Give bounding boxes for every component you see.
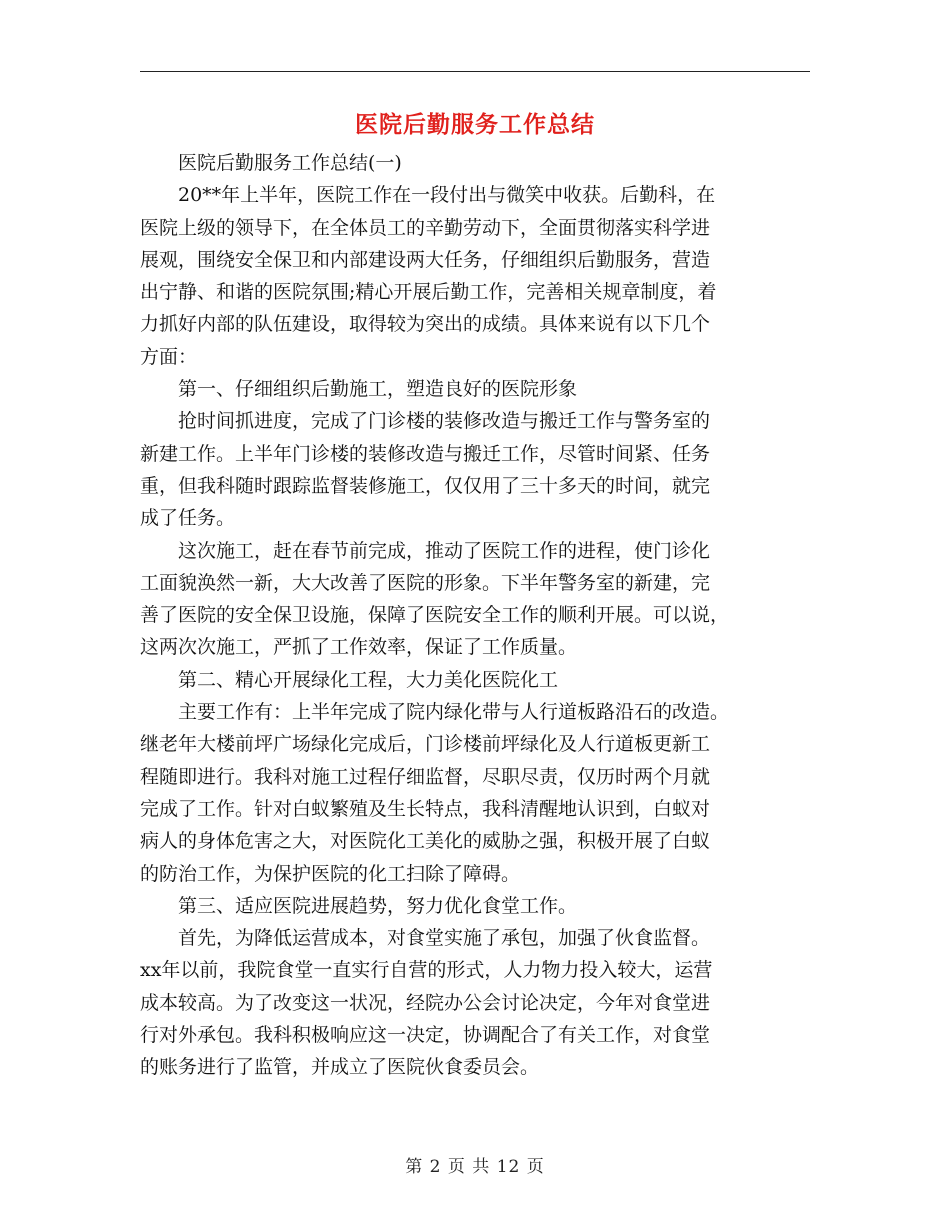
text-line: 首先，为降低运营成本，对食堂实施了承包，加强了伙食监督。 — [178, 927, 711, 950]
text-line: 展观，围绕安全保卫和内部建设两大任务，仔细组织后勤服务，营造 — [140, 248, 711, 271]
text-line: 的账务进行了监管，并成立了医院伙食委员会。 — [140, 1056, 540, 1079]
paragraph-section-2 — [140, 696, 810, 890]
section-heading-1 — [140, 373, 810, 405]
text-line: 善了医院的安全保卫设施，保障了医院安全工作的顺利开展。可以说， — [140, 604, 730, 627]
page-number-footer: 第 2 页 共 12 页 — [405, 1157, 545, 1177]
paragraph-section-1b — [140, 535, 810, 664]
text-line: 第三、适应医院进展趋势，努力优化食堂工作。 — [178, 894, 578, 917]
text-line: 第一、仔细组织后勤施工，塑造良好的医院形象 — [178, 378, 578, 401]
text-line: 力抓好内部的队伍建设，取得较为突出的成绩。具体来说有以下几个 — [140, 313, 711, 336]
text-line: 出宁静、和谐的医院氛围;精心开展后勤工作，完善相关规章制度，着 — [140, 281, 717, 304]
paragraph-subtitle — [140, 147, 810, 179]
text-line: 成本较高。为了改变这一状况，经院办公会讨论决定，今年对食堂进 — [140, 991, 711, 1014]
text-line: 医院后勤服务工作总结(一) — [178, 152, 402, 174]
text-line: 的防治工作，为保护医院的化工扫除了障碍。 — [140, 862, 521, 885]
text-line: 病人的身体危害之大，对医院化工美化的威胁之强，积极开展了白蚁 — [140, 830, 711, 853]
text-line: 20**年上半年，医院工作在一段付出与微笑中收获。后勤科，在 — [178, 184, 716, 207]
text-line: 成了任务。 — [140, 507, 236, 530]
section-heading-2 — [140, 664, 810, 696]
text-line: 这次施工，赶在春节前完成，推动了医院工作的进程，使门诊化 — [178, 539, 711, 562]
text-line: 继老年大楼前坪广场绿化完成后，门诊楼前坪绿化及人行道板更新工 — [140, 733, 711, 756]
header-rule — [140, 71, 810, 72]
text-line: 新建工作。上半年门诊楼的装修改造与搬迁工作，尽管时间紧、任务 — [140, 442, 711, 465]
text-line: 程随即进行。我科对施工过程仔细监督，尽职尽责，仅历时两个月就 — [140, 765, 711, 788]
text-line: 重，但我科随时跟踪监督装修施工，仅仅用了三十多天的时间，就完 — [140, 474, 711, 497]
paragraph-section-1a — [140, 405, 810, 534]
document-body — [140, 147, 810, 1084]
text-line: 完成了工作。针对白蚁繁殖及生长特点，我科清醒地认识到，白蚁对 — [140, 797, 711, 820]
text-line: xx年以前，我院食堂一直实行自营的形式，人力物力投入较大，运营 — [140, 959, 713, 982]
paragraph-section-3 — [140, 922, 810, 1083]
text-line: 行对外承包。我科积极响应这一决定，协调配合了有关工作，对食堂 — [140, 1024, 711, 1047]
paragraph-intro — [140, 179, 810, 373]
section-heading-3 — [140, 890, 810, 922]
text-line: 主要工作有：上半年完成了院内绿化带与人行道板路沿石的改造。 — [178, 701, 730, 724]
text-line: 方面： — [140, 345, 198, 368]
text-line: 医院上级的领导下，在全体员工的辛勤劳动下，全面贯彻落实科学进 — [140, 216, 711, 239]
text-line: 这两次次施工，严抓了工作效率，保证了工作质量。 — [140, 636, 578, 659]
text-line: 抢时间抓进度，完成了门诊楼的装修改造与搬迁工作与警务室的 — [178, 410, 711, 433]
text-line: 第二、精心开展绿化工程，大力美化医院化工 — [178, 668, 559, 691]
document-title: 医院后勤服务工作总结 — [355, 111, 595, 138]
text-line: 工面貌涣然一新，大大改善了医院的形象。下半年警务室的新建，完 — [140, 571, 711, 594]
